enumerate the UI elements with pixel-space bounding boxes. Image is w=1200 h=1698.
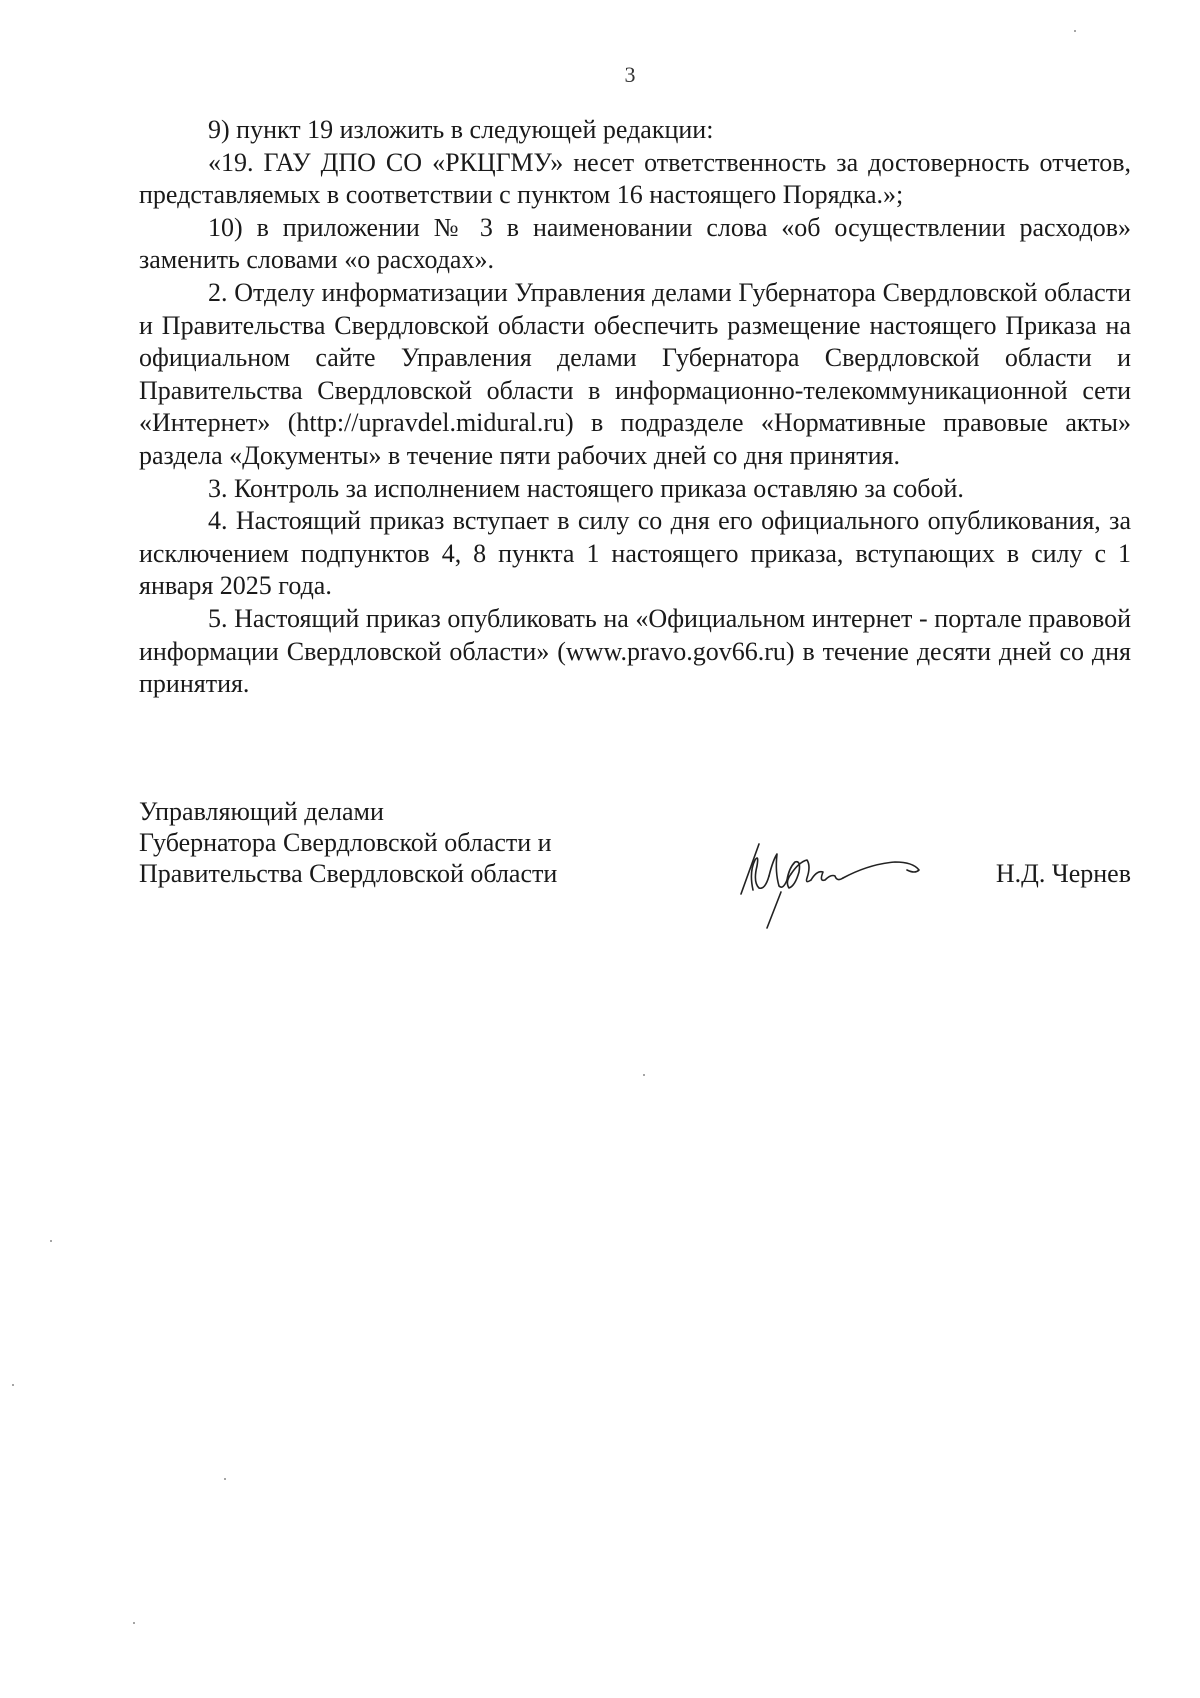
signatory-name: Н.Д. Чернев — [995, 859, 1131, 888]
scan-speck — [133, 1622, 135, 1624]
signatory-title — [139, 796, 557, 889]
paragraph-item-9: 9) пункт 19 изложить в следующей редакции: — [208, 115, 714, 144]
signature-block — [139, 796, 1131, 936]
paragraph-quoted-clause-19: «19. ГАУ ДПО СО «РКЦГМУ» несет ответственность за достоверность отчетов, представляемых в соответствии с пунктом 16 настоящего Порядка.»; — [139, 147, 1131, 210]
paragraph-item-10: 10) в приложении № 3 в наименовании слова «об осуществлении расходов» заменить словами «о расходах». — [139, 212, 1131, 275]
paragraph-section-2: 2. Отделу информатизации Управления делами Губернатора Свердловской области и Правительства Свердловской области обеспечить размещение настоящего Приказа на официальном сайте Управления делами Губернатора Свердловской области и Правительства Свердловской области в информационно-телекоммуникационной сети «Интернет» (http://upravdel.midural.ru) в подразделе «Нормативные правовые акты» раздела «Документы» в течение пяти рабочих дней со дня принятия. — [139, 277, 1131, 470]
scan-speck — [50, 1240, 52, 1242]
scan-speck — [12, 1384, 14, 1386]
paragraph-section-4: 4. Настоящий приказ вступает в силу со дня его официального опубликования, за исключением подпунктов 4, 8 пункта 1 настоящего приказа, вступающих в силу с 1 января 2025 года. — [139, 506, 1131, 601]
signatory-title-line: Губернатора Свердловской области и — [139, 828, 552, 857]
scan-speck — [224, 1478, 226, 1480]
handwritten-signature — [719, 832, 939, 932]
page-number: 3 — [624, 62, 636, 87]
signatory-title-line: Правительства Свердловской области — [139, 859, 558, 888]
scan-speck — [643, 1074, 645, 1076]
paragraph-section-3: 3. Контроль за исполнением настоящего приказа оставляю за собой. — [208, 473, 964, 503]
scan-speck — [1074, 30, 1076, 32]
document-body — [139, 114, 1131, 701]
signatory-title-line: Управляющий делами — [139, 797, 384, 826]
paragraph-section-5: 5. Настоящий приказ опубликовать на «Официальном интернет - портале правовой информации Свердловской области» (www.pravo.gov66.ru) в течение десяти дней со дня принятия. — [139, 603, 1131, 699]
